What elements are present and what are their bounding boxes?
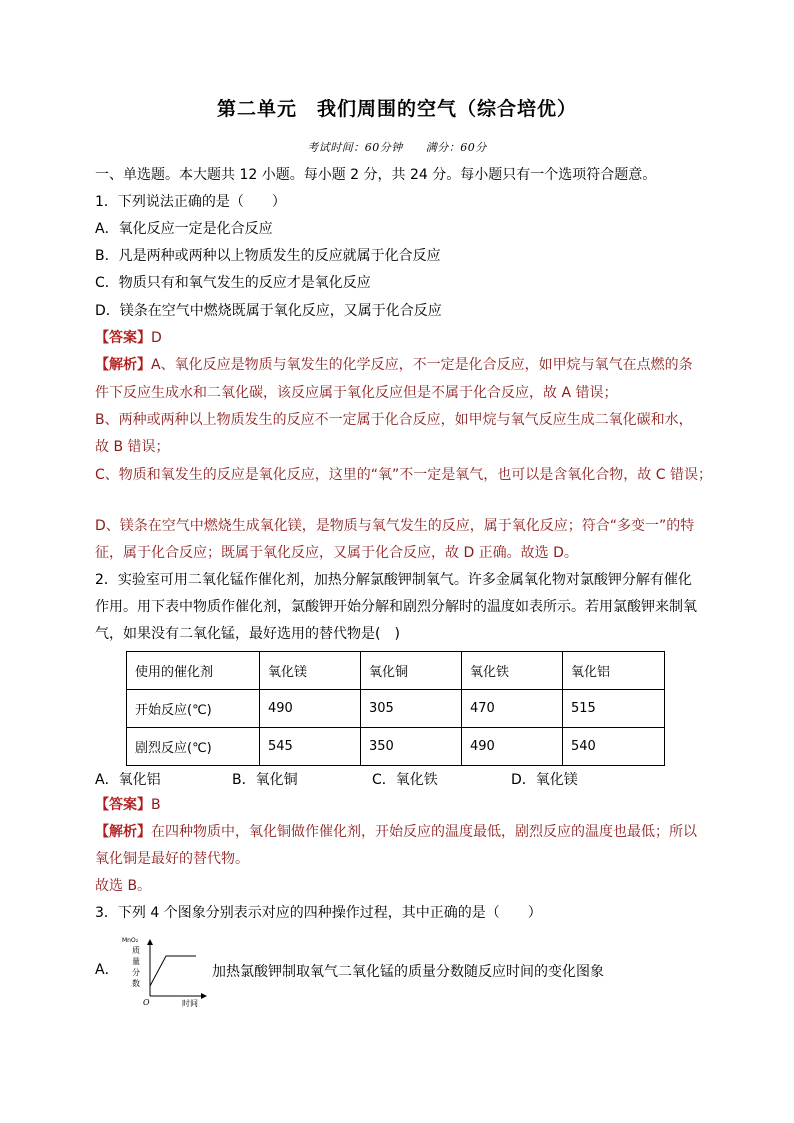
catalyst-table bbox=[126, 651, 665, 766]
q1-answer bbox=[95, 329, 705, 347]
table-cell: 515 bbox=[563, 690, 665, 728]
q1-analysis-line: B、两种或两种以上物质发生的反应不一定属于化合反应，如甲烷与氧气反应生成二氧化碳和水， bbox=[95, 412, 693, 428]
y-label-char: 质 bbox=[132, 946, 140, 955]
q2-option-a: A．氧化铝 bbox=[95, 772, 161, 788]
q2-analysis-line bbox=[95, 823, 705, 841]
q2-analysis-line: 氧化铜是最好的替代物。 bbox=[95, 851, 249, 867]
q2-analysis-line: 故选 B。 bbox=[95, 878, 152, 894]
q1-option-c: C．物质只有和氧气发生的反应才是氧化反应 bbox=[95, 275, 371, 291]
q1-option-d: D．镁条在空气中燃烧既属于氧化反应，又属于化合反应 bbox=[95, 303, 442, 319]
q2-stem-line: 气，如果没有二氧化锰，最好选用的替代物是( ) bbox=[95, 626, 400, 642]
mass-fraction-graph bbox=[120, 934, 210, 1008]
y-label-char: 分 bbox=[132, 968, 140, 977]
q1-analysis-line: 故 B 错误； bbox=[95, 439, 170, 455]
y-label-formula: MnO₂ bbox=[122, 937, 139, 944]
x-axis-label: 时间 bbox=[182, 999, 198, 1008]
q1-option-b: B．凡是两种或两种以上物质发生的反应就属于化合反应 bbox=[95, 248, 441, 264]
answer-tag: 【答案】 bbox=[95, 797, 151, 813]
table-row bbox=[127, 690, 665, 728]
analysis-tag: 【解析】 bbox=[95, 824, 151, 840]
table-cell: 490 bbox=[462, 728, 563, 766]
mass-fraction-curve bbox=[150, 956, 196, 986]
answer-value: B bbox=[151, 797, 161, 813]
table-cell: 350 bbox=[361, 728, 462, 766]
table-cell: 490 bbox=[260, 690, 361, 728]
table-header-cell: 氧化铁 bbox=[462, 652, 563, 690]
q2-option-b: B．氧化铜 bbox=[232, 772, 298, 788]
table-header-cell: 氧化镁 bbox=[260, 652, 361, 690]
table-header-cell: 氧化铜 bbox=[361, 652, 462, 690]
q1-stem: 1．下列说法正确的是（ ） bbox=[95, 194, 286, 210]
answer-value: D bbox=[151, 330, 162, 346]
q1-analysis-line: 征，属于化合反应；既属于氧化反应，又属于化合反应，故 D 正确。故选 D。 bbox=[95, 545, 578, 561]
q1-analysis-line: C、物质和氧发生的反应是氧化反应，这里的“氧”不一定是氧气，也可以是含氧化合物，故 C 错误； bbox=[95, 467, 712, 483]
table-cell: 剧烈反应(℃) bbox=[127, 728, 260, 766]
q2-answer bbox=[95, 796, 705, 814]
table-cell: 470 bbox=[462, 690, 563, 728]
exam-info: 考试时间：60分钟 满分：60分 bbox=[307, 141, 487, 154]
q1-analysis-line: 件下反应生成水和二氧化碳，该反应属于氧化反应但是不属于化合反应，故 A 错误； bbox=[95, 385, 618, 401]
table-cell: 开始反应(℃) bbox=[127, 690, 260, 728]
table-cell: 305 bbox=[361, 690, 462, 728]
q2-option-c: C．氧化铁 bbox=[372, 772, 438, 788]
q3-stem: 3．下列 4 个图象分别表示对应的四种操作过程，其中正确的是（ ） bbox=[95, 905, 542, 921]
table-header-cell: 氧化铝 bbox=[563, 652, 665, 690]
q3-option-a-label: A． bbox=[95, 962, 119, 978]
q3-option-a-text: 加热氯酸钾制取氧气二氧化锰的质量分数随反应时间的变化图象 bbox=[212, 964, 604, 980]
table-cell: 545 bbox=[260, 728, 361, 766]
answer-tag: 【答案】 bbox=[95, 330, 151, 346]
y-label-char: 量 bbox=[132, 957, 140, 966]
q2-option-d: D．氧化镁 bbox=[511, 772, 578, 788]
analysis-text: A、氧化反应是物质与氧发生的化学反应，不一定是化合反应，如甲烷与氧气在点燃的条 bbox=[151, 357, 693, 373]
page-title: 第二单元 我们周围的空气（综合培优） bbox=[216, 98, 577, 120]
analysis-text: 在四种物质中，氧化铜做作催化剂，开始反应的温度最低，剧烈反应的温度也最低；所以 bbox=[151, 824, 697, 840]
origin-label: O bbox=[143, 998, 150, 1007]
table-header-cell: 使用的催化剂 bbox=[127, 652, 260, 690]
q2-stem-line: 2．实验室可用二氧化锰作催化剂，加热分解氯酸钾制氧气。许多金属氧化物对氯酸钾分解有催化 bbox=[95, 572, 692, 588]
y-label-char: 数 bbox=[132, 979, 140, 988]
table-cell: 540 bbox=[563, 728, 665, 766]
q2-stem-line: 作用。用下表中物质作催化剂，氯酸钾开始分解和剧烈分解时的温度如表所示。若用氯酸钾来制氧 bbox=[95, 599, 697, 615]
q1-analysis-line bbox=[95, 356, 705, 374]
section-heading: 一、单选题。本大题共 12 小题。每小题 2 分，共 24 分。每小题只有一个选项符合题意。 bbox=[95, 167, 657, 183]
table-header-row bbox=[127, 652, 665, 690]
analysis-tag: 【解析】 bbox=[95, 357, 151, 373]
table-row bbox=[127, 728, 665, 766]
q1-analysis-line: D、镁条在空气中燃烧生成氧化镁，是物质与氧气发生的反应，属于氧化反应；符合“多变一”的特 bbox=[95, 518, 695, 534]
q1-option-a: A．氧化反应一定是化合反应 bbox=[95, 221, 273, 237]
